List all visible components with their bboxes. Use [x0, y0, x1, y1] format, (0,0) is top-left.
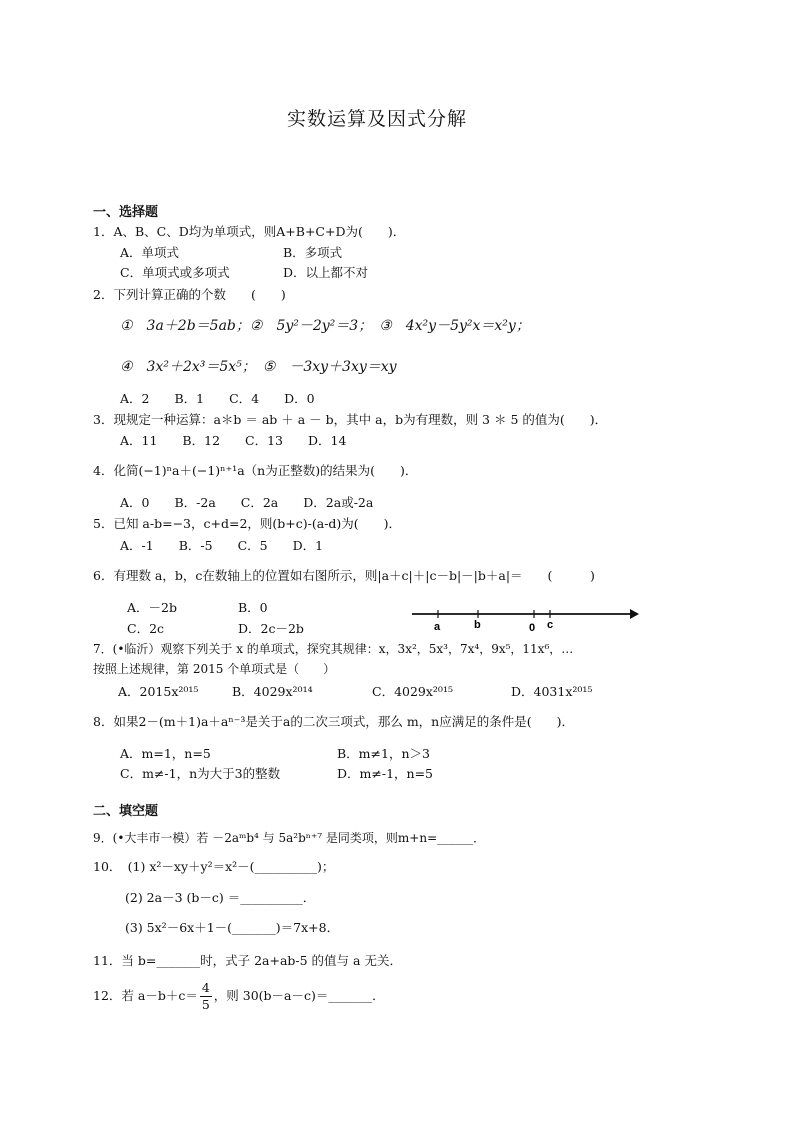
- question-10-part-1: 10． (1) x²－xy＋y²＝x²－(__________)；: [93, 859, 335, 874]
- question-4-options: A．0 B．-2a C．2a D．2a或-2a: [120, 495, 374, 510]
- axis-label-a: a: [434, 621, 441, 633]
- question-12-suffix: ，则 30(b－a－c)＝_______．: [213, 988, 385, 1003]
- question-7-option-c: C．4029x²⁰¹⁵: [372, 684, 453, 699]
- question-1-stem: 1．A、B、C、D均为单项式，则A+B+C+D为( )．: [93, 224, 406, 239]
- question-6-stem: 6．有理数 a，b，c在数轴上的位置如右图所示，则|a＋c|＋|c－b|－|b＋a|＝ ( ): [93, 568, 595, 583]
- axis-label-c: c: [547, 619, 554, 631]
- section-heading-fill: 二、填空题: [93, 804, 159, 819]
- question-7-option-b: B．4029x²⁰¹⁴: [232, 684, 313, 699]
- question-6-option-c: C．2c: [127, 621, 165, 636]
- question-1-option-a: A．单项式: [120, 245, 180, 260]
- question-3-stem: 3．现规定一种运算：a＊b ＝ ab ＋ a － b，其中 a，b为有理数，则 3 ＊ 5 的值为( )．: [93, 412, 608, 427]
- question-12: [93, 980, 385, 1013]
- question-3-options: A．11 B．12 C．13 D．14: [120, 433, 347, 448]
- question-7-option-a: A．2015x²⁰¹⁵: [118, 684, 199, 699]
- number-line-arrow: [630, 609, 639, 619]
- number-line-figure: [408, 604, 640, 634]
- question-9: 9．(•大丰市一模）若 －2aᵐb⁴ 与 5a²bⁿ⁺⁷ 是同类项，则m+n=______．: [93, 831, 486, 845]
- question-11: 11．当 b=_______时，式子 2a+ab-5 的值与 a 无关．: [93, 953, 402, 968]
- question-2-stem: 2．下列计算正确的个数 ( ): [93, 287, 286, 302]
- question-7-stem-2: 按照上述规律，第 2015 个单项式是（ ）: [93, 662, 336, 676]
- question-1-option-c: C．单项式或多项式: [120, 265, 230, 280]
- question-2-formulas-row-2: ④ 3x²＋2x³＝5x⁵； ⑤ －3xy＋3xy＝xy: [120, 359, 397, 375]
- question-6-option-a: A．－2b: [127, 600, 177, 615]
- question-2-formulas-row-1: ① 3a＋2b＝5ab；② 5y²－2y²＝3； ③ 4x²y－5y²x＝x²y；: [120, 318, 530, 334]
- axis-label-0: 0: [529, 622, 536, 634]
- fraction-denominator: 5: [201, 997, 210, 1012]
- question-10-part-3: (3) 5x²－6x＋1－(_______)＝7x+8．: [125, 920, 340, 935]
- axis-label-b: b: [474, 619, 481, 631]
- question-1-option-d: D．以上都不对: [283, 265, 369, 280]
- question-8-stem: 8．如果2－(m＋1)a＋aⁿ⁻³是关于a的二次三项式，那么 m，n应满足的条件是( )．: [93, 714, 574, 729]
- question-6-option-d: D．2c－2b: [238, 621, 304, 636]
- question-8-option-b: B．m≠1，n＞3: [337, 746, 430, 761]
- question-8-option-a: A．m=1，n=5: [120, 746, 211, 761]
- question-8-option-d: D．m≠-1，n=5: [337, 766, 434, 781]
- question-4-stem: 4．化简(−1)ⁿa＋(−1)ⁿ⁺¹a（n为正整数)的结果为( )．: [93, 463, 418, 478]
- question-6-option-b: B．0: [238, 600, 268, 615]
- question-5-stem: 5．已知 a-b=−3，c+d=2，则(b+c)-(a-d)为( )．: [93, 516, 402, 531]
- question-12-prefix: 12．若 a－b＋c＝: [93, 988, 198, 1003]
- question-7-option-d: D．4031x²⁰¹⁵: [511, 684, 593, 699]
- question-2-options: A．2 B．1 C．4 D．0: [120, 391, 315, 406]
- question-7-stem: 7．(•临沂）观察下列关于 x 的单项式，探究其规律：x，3x²，5x³，7x⁴，9x⁵，11x⁶，…: [93, 642, 574, 656]
- question-12-fraction: [200, 980, 212, 1013]
- fraction-numerator: 4: [201, 980, 210, 995]
- section-heading-choice: 一、选择题: [93, 205, 159, 220]
- question-8-option-c: C．m≠-1，n为大于3的整数: [120, 766, 281, 781]
- question-1-option-b: B．多项式: [283, 245, 343, 260]
- question-10-part-2: (2) 2a－3 (b－c) ＝__________．: [125, 890, 316, 905]
- question-5-options: A．-1 B．-5 C．5 D．1: [120, 538, 324, 553]
- page-title: 实数运算及因式分解: [287, 108, 468, 130]
